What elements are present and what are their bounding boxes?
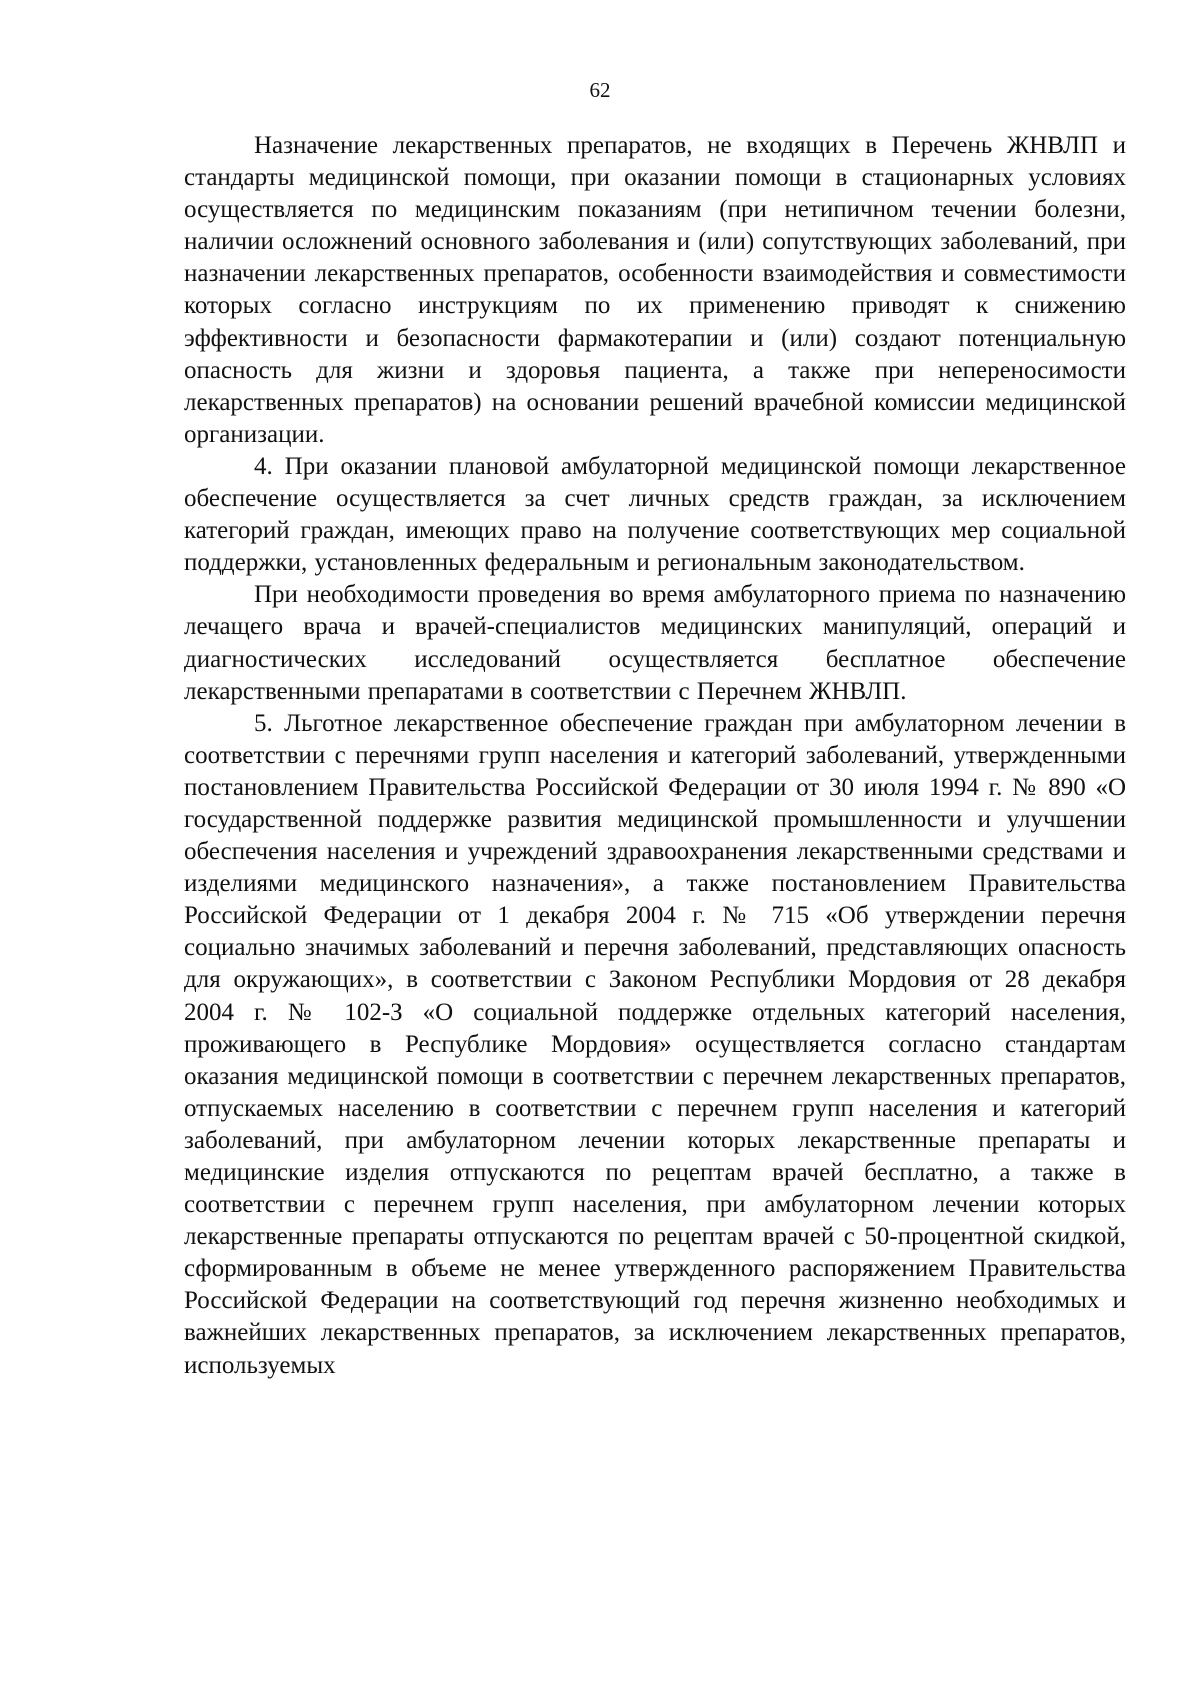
paragraph-prescription-outside-list: Назначение лекарственных препаратов, не входящих в Перечень ЖНВЛП и стандарты медицинской помощи, при оказании помощи в стационарных условиях осуществляется по медицинским показаниям (при нетипичном течении болезни, наличии осложнений основного заболевания и (или) сопутствующих заболеваний, при назначении лекарственных препаратов, особенности взаимодействия и совместимости которых согласно инструкциям по их применению приводят к снижению эффективности и безопасности фармакотерапии и (или) создают потенциальную опасность для жизни и здоровья пациента, а также при непереносимости лекарственных препаратов) на основании решений врачебной комиссии медицинской организации. [184,132,1126,448]
paragraph-outpatient-procedures: При необходимости проведения во время амбулаторного приема по назначению лечащего врача и врачей-специалистов медицинских манипуляций, операций и диагностических исследований осуществляется бесплатное обеспечение лекарственными препаратами в соответствии с Перечнем ЖНВЛП. [184,581,1126,705]
page-number: 62 [589,78,611,102]
paragraph-item-5-preferential-provision: 5. Льготное лекарственное обеспечение граждан при амбулаторном лечении в соответствии с перечнями групп населения и категорий заболеваний, утвержденными постановлением Правительства Российской Федерации от 30 июля 1994 г. № 890 «О государственной поддержке развития медицинской промышленности и улучшении обеспечения населения и учреждений здравоохранения лекарственными средствами и изделиями медицинского назначения», а также постановлением Правительства Российской Федерации от 1 декабря 2004 г. № 715 «Об утверждении перечня социально значимых заболеваний и перечня заболеваний, представляющих опасность для окружающих», в соответствии с Законом Республики Мордовия от 28 декабря 2004 г. № 102-З «О социальной поддержке отдельных категорий населения, проживающего в Республике Мордовия» осуществляется согласно стандартам оказания медицинской помощи в соответствии с перечнем лекарственных препаратов, отпускаемых населению в соответствии с перечнем групп населения и категорий заболеваний, при амбулаторном лечении которых лекарственные препараты и медицинские изделия отпускаются по рецептам врачей бесплатно, а также в соответствии с перечнем групп населения, при амбулаторном лечении которых лекарственные препараты отпускаются по рецептам врачей с 50-процентной скидкой, сформированным в объеме не менее утвержденного распоряжением Правительства Российской Федерации на соответствующий год перечня жизненно необходимых и важнейших лекарственных препаратов, за исключением лекарственных препаратов, используемых [184,709,1126,1379]
paragraph-item-4-outpatient-care: 4. При оказании плановой амбулаторной медицинской помощи лекарственное обеспечение осуществляется за счет личных средств граждан, за исключением категорий граждан, имеющих право на получение соответствующих мер социальной поддержки, установленных федеральным и региональным законодательством. [184,452,1126,577]
document-body [184,130,1126,1382]
